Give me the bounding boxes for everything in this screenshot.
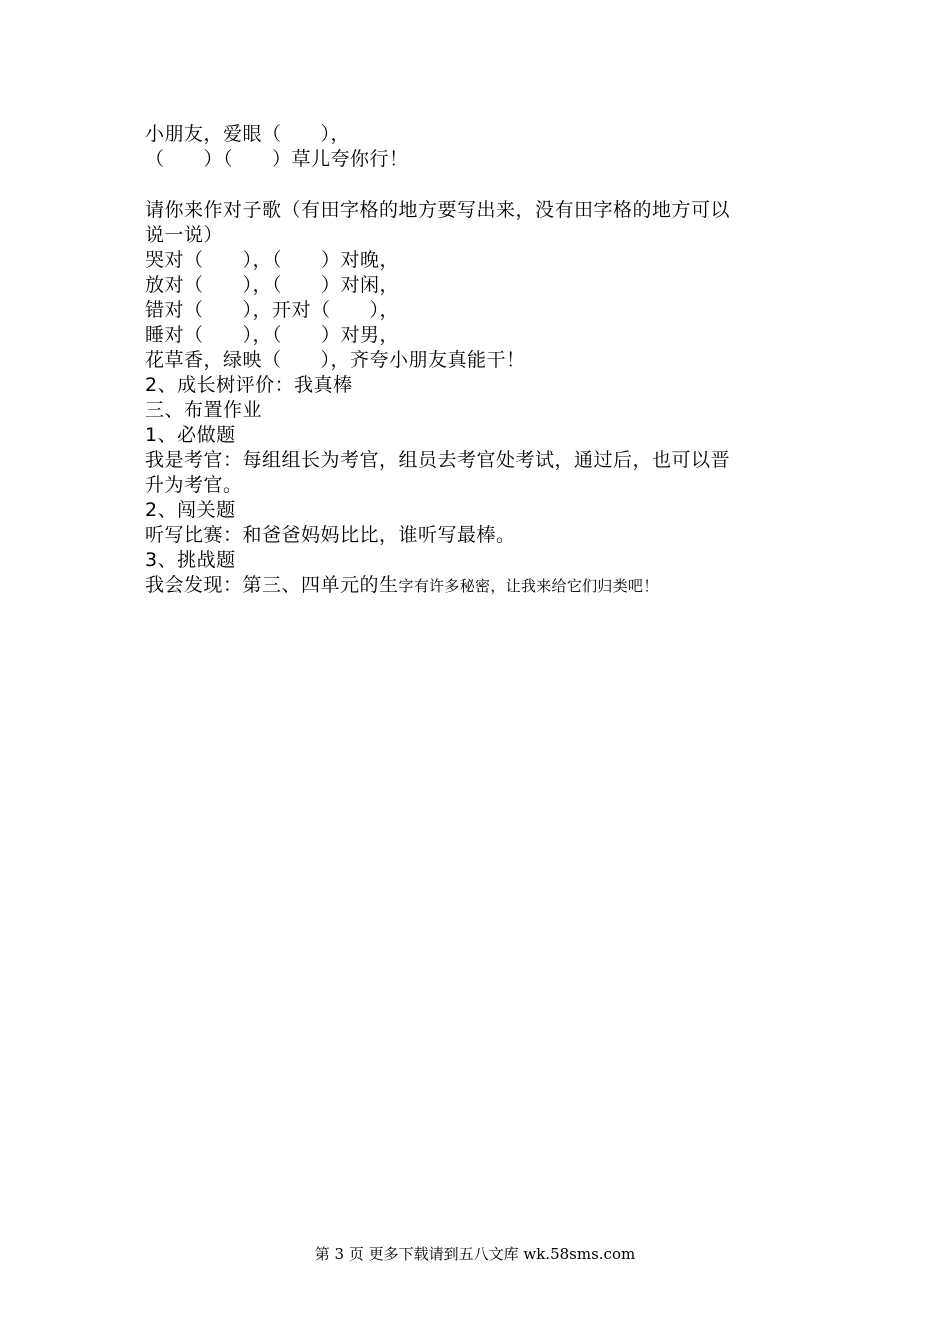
text-line: 放对（ ），（ ）对闲， — [145, 274, 400, 296]
text-line: 花草香，绿映（ ），齐夸小朋友真能干！ — [145, 349, 526, 371]
document-body — [145, 122, 825, 598]
text-line: 说一说） — [145, 224, 224, 246]
text-line: 听写比赛：和爸爸妈妈比比，谁听写最棒。 — [145, 524, 516, 546]
text-line: 2、成长树评价：我真棒 — [145, 374, 353, 396]
section-heading: 三、布置作业 — [145, 399, 263, 421]
blank-line — [145, 172, 825, 198]
page-footer: 第 3 页 更多下载请到五八文库 wk.58sms.com — [314, 1245, 636, 1263]
subheading: 3、挑战题 — [145, 549, 236, 571]
text-line: （ ）（ ）草儿夸你行！ — [145, 148, 409, 170]
text-large-part: 我会发现：第三、四单元的生 — [145, 574, 399, 596]
text-line-mixed — [145, 573, 825, 598]
text-line: 小朋友，爱眼（ ）， — [145, 123, 351, 145]
text-line: 请你来作对子歌（有田字格的地方要写出来，没有田字格的地方可以 — [145, 199, 731, 221]
text-line: 睡对（ ），（ ）对男， — [145, 324, 400, 346]
text-line: 我是考官：每组组长为考官，组员去考官处考试，通过后，也可以晋 — [145, 449, 731, 471]
text-line: 升为考官。 — [145, 474, 243, 496]
text-small-part: 字有许多秘密，让我来给它们归类吧！ — [398, 577, 659, 595]
text-line: 哭对（ ），（ ）对晚， — [145, 249, 400, 271]
text-line: 错对（ ），开对（ ）， — [145, 299, 400, 321]
subheading: 2、闯关题 — [145, 499, 236, 521]
subheading: 1、必做题 — [145, 424, 236, 446]
